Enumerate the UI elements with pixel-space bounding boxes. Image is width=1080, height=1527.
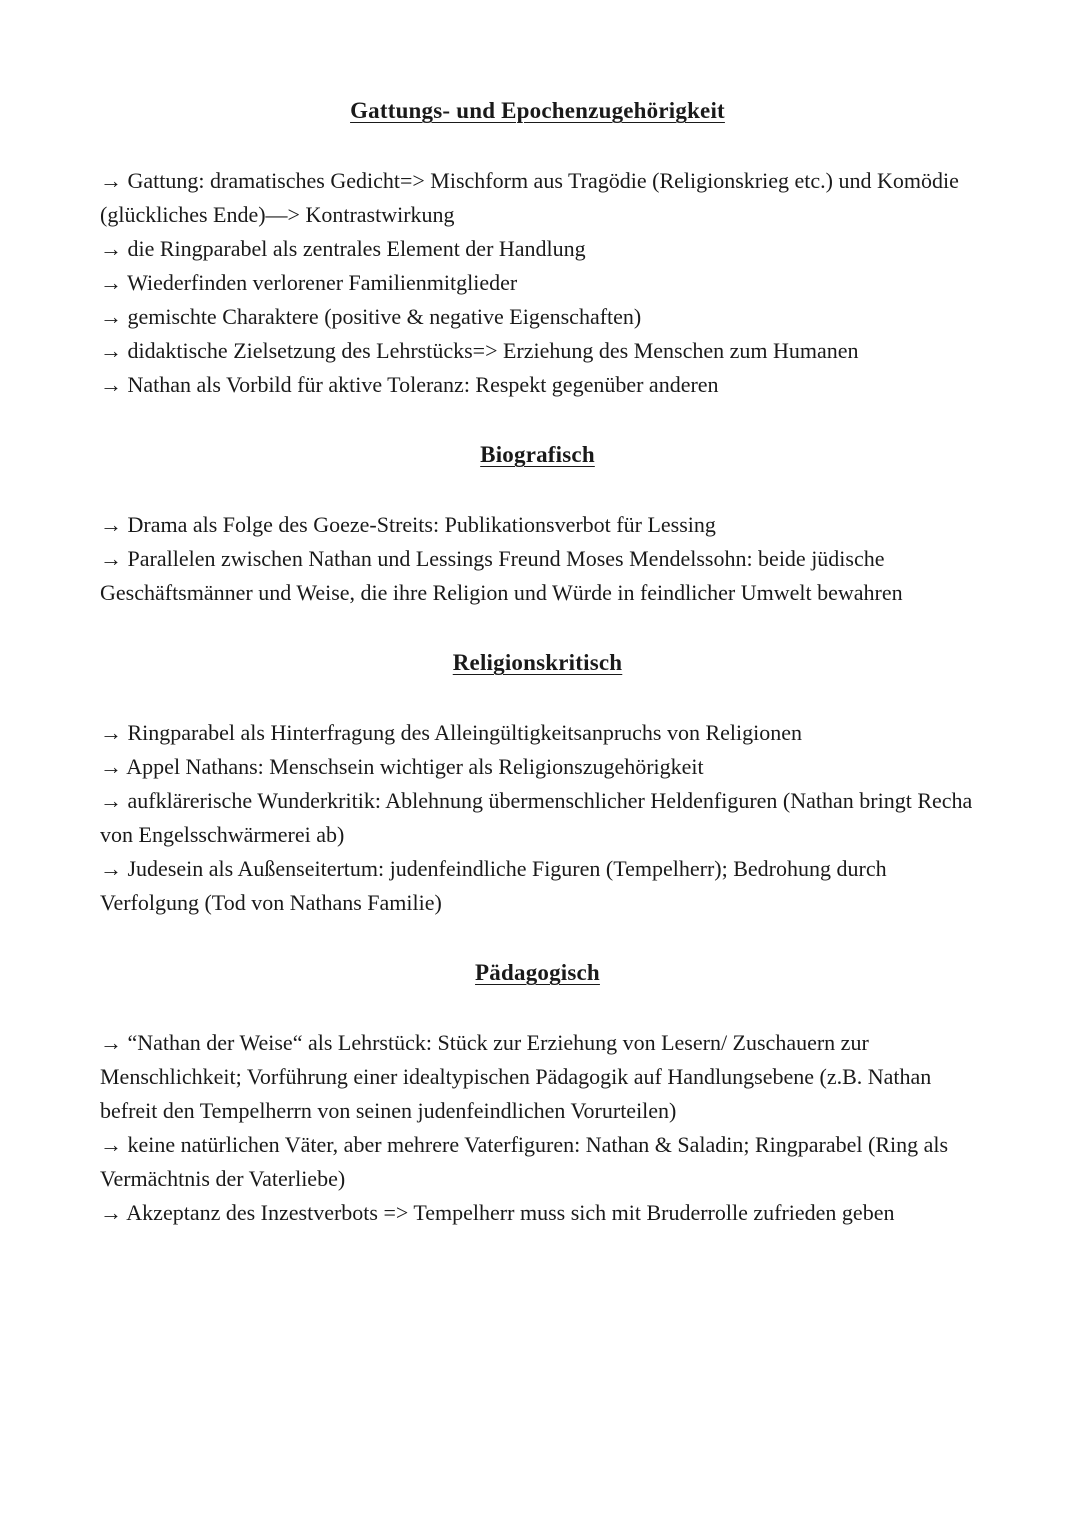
bullet-item: → Drama als Folge des Goeze-Streits: Publikationsverbot für Lessing bbox=[100, 512, 716, 537]
document-page bbox=[100, 94, 975, 1230]
bullet-item: → Ringparabel als Hinterfragung des Alleingültigkeitsanpruchs von Religionen bbox=[100, 720, 803, 745]
bullet-item: → Appel Nathans: Menschsein wichtiger als Religionszugehörigkeit bbox=[100, 754, 704, 779]
bullet-item: → Akzeptanz des Inzestverbots => Tempelherr muss sich mit Bruderrolle zufrieden geben bbox=[100, 1200, 895, 1225]
section-heading: Biografisch bbox=[480, 442, 595, 467]
bullet-item: → Nathan als Vorbild für aktive Toleranz: Respekt gegenüber anderen bbox=[100, 372, 719, 397]
section-religionskritisch bbox=[100, 646, 975, 920]
bullet-item: → Parallelen zwischen Nathan und Lessings Freund Moses Mendelssohn: beide jüdische Geschäftsmänner und Weise, die ihre Religion und Würde in feindlicher Umwelt bewahren bbox=[100, 546, 903, 605]
bullet-item: → Judesein als Außenseitertum: judenfeindliche Figuren (Tempelherr); Bedrohung durch Verfolgung (Tod von Nathans Familie) bbox=[100, 856, 887, 915]
bullet-item: → die Ringparabel als zentrales Element der Handlung bbox=[100, 236, 586, 261]
section-gattung-epoche bbox=[100, 94, 975, 402]
bullet-item: → keine natürlichen Väter, aber mehrere Vaterfiguren: Nathan & Saladin; Ringparabel (Ring als Vermächtnis der Vaterliebe) bbox=[100, 1132, 949, 1191]
bullet-item: → “Nathan der Weise“ als Lehrstück: Stück zur Erziehung von Lesern/ Zuschauern zur Menschlichkeit; Vorführung einer idealtypischen Pädagogik auf Handlungsebene (z.B. Nathan befreit den Tempelherrn von seinen judenfeindlichen Vorurteilen) bbox=[100, 1030, 932, 1123]
bullet-item: → aufklärerische Wunderkritik: Ablehnung übermenschlicher Heldenfiguren (Nathan bringt Recha von Engelsschwärmerei ab) bbox=[100, 788, 973, 847]
bullet-item: → gemischte Charaktere (positive & negative Eigenschaften) bbox=[100, 304, 642, 329]
bullet-item: → Gattung: dramatisches Gedicht=> Mischform aus Tragödie (Religionskrieg etc.) und Komödie (glückliches Ende)—> Kontrastwirkung bbox=[100, 168, 959, 227]
section-heading: Pädagogisch bbox=[475, 960, 600, 985]
section-biografisch bbox=[100, 438, 975, 610]
bullet-item: → didaktische Zielsetzung des Lehrstücks=> Erziehung des Menschen zum Humanen bbox=[100, 338, 859, 363]
section-paedagogisch bbox=[100, 956, 975, 1230]
bullet-item: → Wiederfinden verlorener Familienmitglieder bbox=[100, 270, 518, 295]
section-heading: Gattungs- und Epochenzugehörigkeit bbox=[350, 98, 725, 123]
section-heading: Religionskritisch bbox=[452, 650, 623, 675]
